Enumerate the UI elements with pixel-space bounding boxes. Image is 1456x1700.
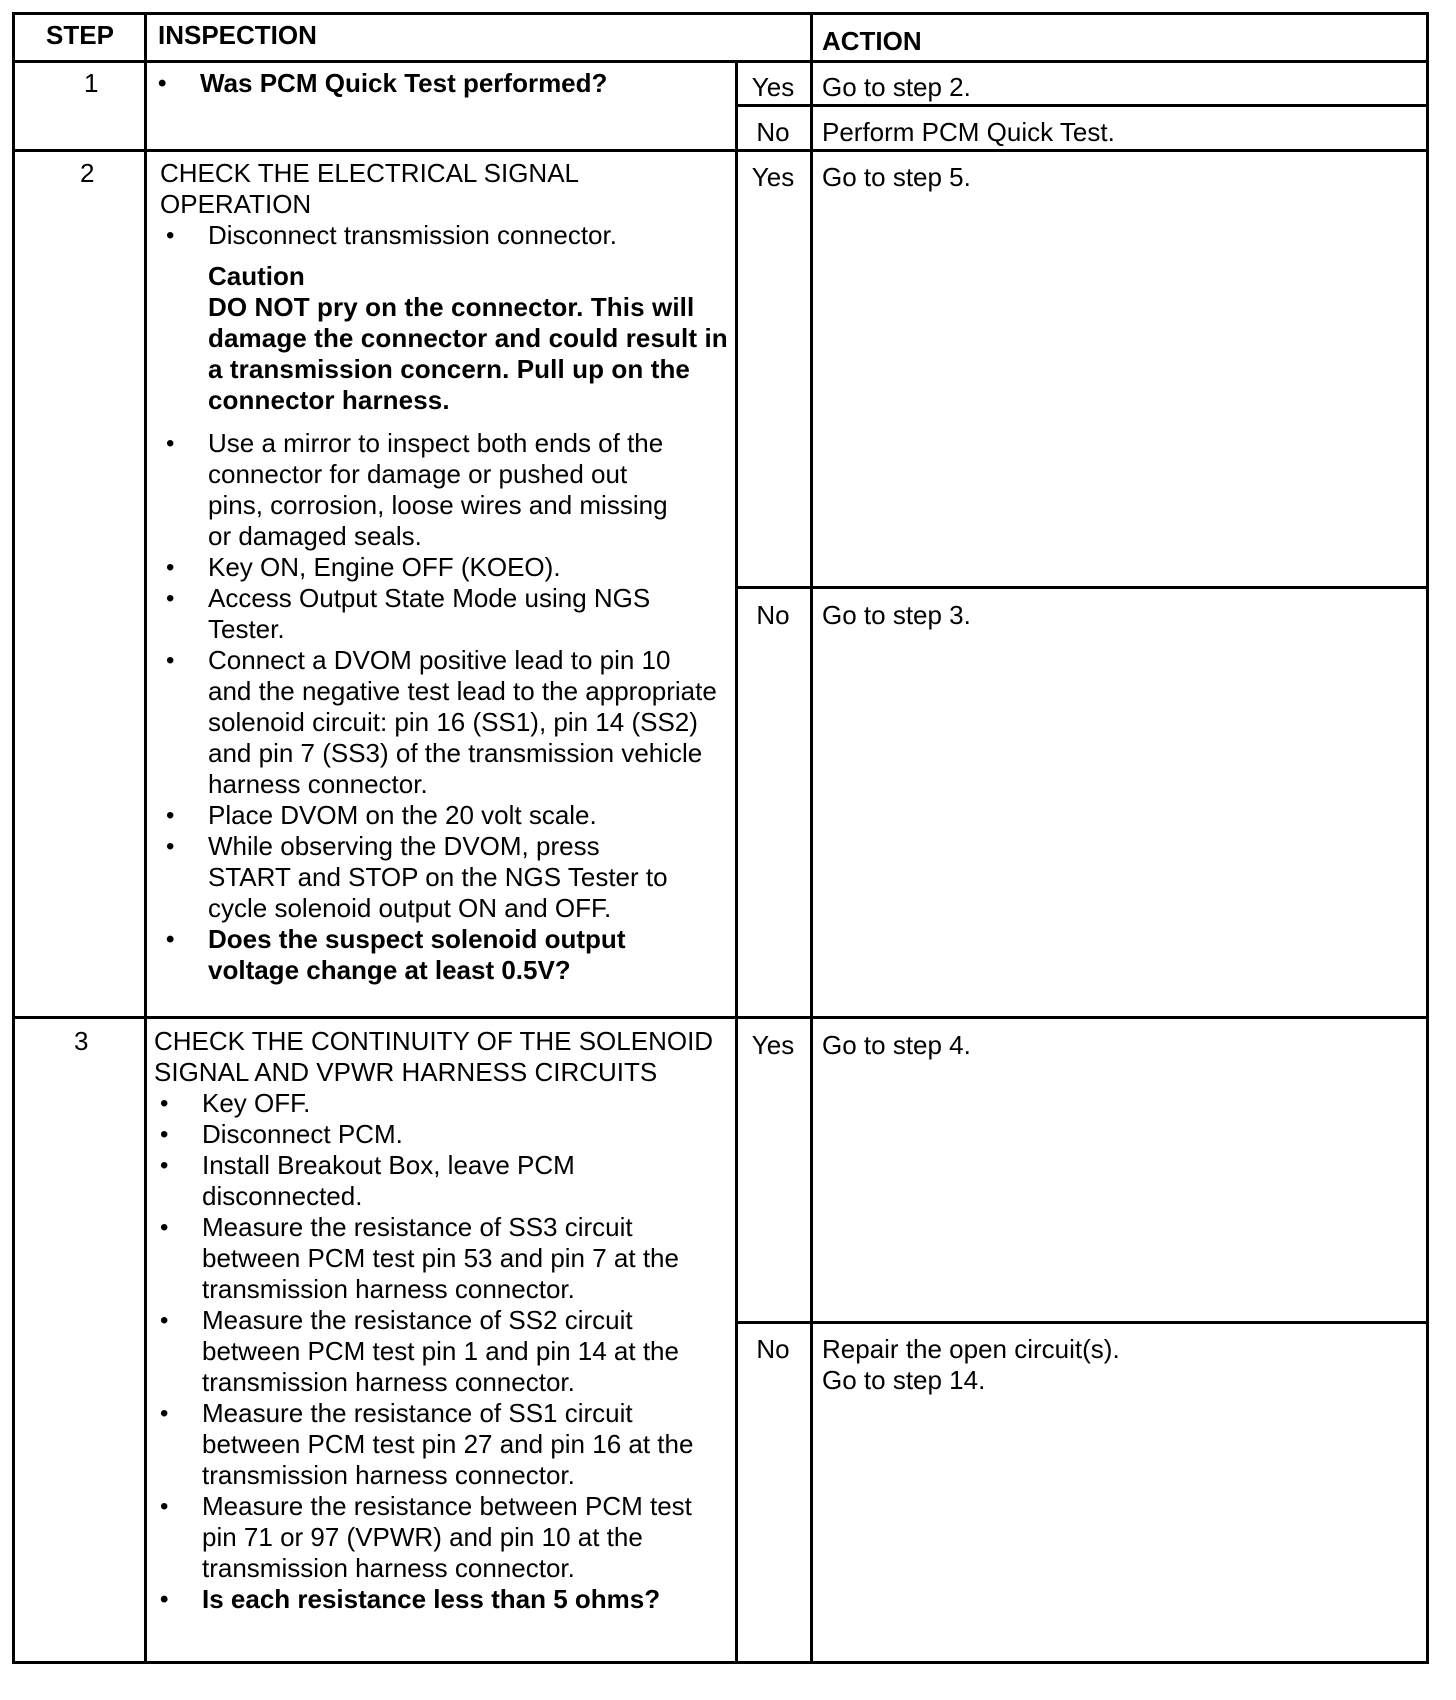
row3-title: CHECK THE CONTINUITY OF THE SOLENOID SIGNAL AND VPWR HARNESS CIRCUITS: [154, 1026, 714, 1087]
list-item: • Install Breakout Box, leave PCM disconnected.: [154, 1150, 729, 1212]
row3-no-action-line2: Go to step 14.: [822, 1365, 986, 1395]
list-item: • Measure the resistance of SS1 circuit between PCM test pin 27 and pin 16 at the transmission harness connector.: [154, 1398, 729, 1491]
list-item: • Disconnect PCM.: [154, 1119, 729, 1150]
header-step: STEP: [46, 20, 114, 50]
list-item: • Place DVOM on the 20 volt scale.: [160, 800, 720, 831]
row2-inspection: [160, 158, 732, 986]
header-inspection: INSPECTION: [158, 20, 317, 50]
row2-yes-label: Yes: [751, 162, 795, 192]
list-item: • Key ON, Engine OFF (KOEO).: [160, 552, 720, 583]
row3-yes-action: Go to step 4.: [822, 1030, 971, 1060]
list-item: • Disconnect transmission connector.: [160, 220, 732, 251]
row3-question: • Is each resistance less than 5 ohms?: [154, 1584, 729, 1615]
col-divider-inspection: [735, 60, 738, 1662]
row2-question: • Does the suspect solenoid output voltage change at least 0.5V?: [160, 924, 720, 986]
diagnostic-table: [12, 12, 1430, 1664]
row2-title: CHECK THE ELECTRICAL SIGNAL OPERATION: [160, 158, 579, 219]
col-divider-action: [810, 12, 813, 1662]
table-border-left: [12, 12, 15, 1662]
table-border-top: [12, 12, 1429, 15]
header-action: ACTION: [822, 26, 922, 56]
row3-bullets: [154, 1088, 729, 1615]
list-item: • While observing the DVOM, press START and STOP on the NGS Tester to cycle solenoid output ON and OFF.: [160, 831, 720, 924]
header-divider: [12, 60, 1429, 63]
row1-inspection: [152, 68, 727, 99]
row1-yes-action: Go to step 2.: [822, 72, 971, 102]
list-item: • Measure the resistance of SS3 circuit between PCM test pin 53 and pin 7 at the transmission harness connector.: [154, 1212, 729, 1305]
row1-step-number: 1: [84, 68, 99, 98]
row2-caution: [160, 261, 732, 416]
row1-question: • Was PCM Quick Test performed?: [152, 68, 727, 99]
row1-no-action: Perform PCM Quick Test.: [822, 117, 1115, 147]
row3-no-action-line1: Repair the open circuit(s).: [822, 1334, 1120, 1364]
table-border-bottom: [12, 1661, 1429, 1664]
caution-body: DO NOT pry on the connector. This will damage the connector and could result in a transmission concern. Pull up on the connector harness.: [208, 292, 728, 415]
list-item: • Connect a DVOM positive lead to pin 10 and the negative test lead to the appropriate solenoid circuit: pin 16 (SS1), pin 14 (SS2) and pin 7 (SS3) of the transmission vehicle harness connector.: [160, 645, 720, 800]
row2-yes-action: Go to step 5.: [822, 162, 971, 192]
row2-no-action: Go to step 3.: [822, 600, 971, 630]
list-item: • Access Output State Mode using NGS Tester.: [160, 583, 720, 645]
list-item: • Use a mirror to inspect both ends of the connector for damage or pushed out pins, corrosion, loose wires and missing or damaged seals.: [160, 428, 720, 552]
list-item: • Measure the resistance of SS2 circuit between PCM test pin 1 and pin 14 at the transmission harness connector.: [154, 1305, 729, 1398]
row1-yes-label: Yes: [751, 72, 795, 102]
row3-no-label: No: [756, 1334, 790, 1364]
row2-bullets-b: [160, 428, 720, 986]
row1-yes-no-divider: [735, 104, 1429, 107]
row1-divider: [12, 149, 1429, 152]
row3-step-number: 3: [74, 1026, 89, 1056]
row2-bullets-a: [160, 220, 732, 251]
row2-step-number: 2: [80, 158, 95, 188]
row3-yes-label: Yes: [751, 1030, 795, 1060]
row2-divider: [12, 1016, 1429, 1019]
table-border-right: [1426, 12, 1429, 1664]
list-item: • Measure the resistance between PCM test pin 71 or 97 (VPWR) and pin 10 at the transmission harness connector.: [154, 1491, 729, 1584]
row2-no-label: No: [756, 600, 790, 630]
row3-inspection: [154, 1026, 729, 1615]
caution-title: Caution: [208, 261, 305, 291]
row3-yes-no-divider: [735, 1321, 1429, 1324]
row1-no-label: No: [756, 117, 790, 147]
list-item: • Key OFF.: [154, 1088, 729, 1119]
row2-yes-no-divider: [735, 586, 1429, 589]
col-divider-step: [144, 12, 147, 1662]
